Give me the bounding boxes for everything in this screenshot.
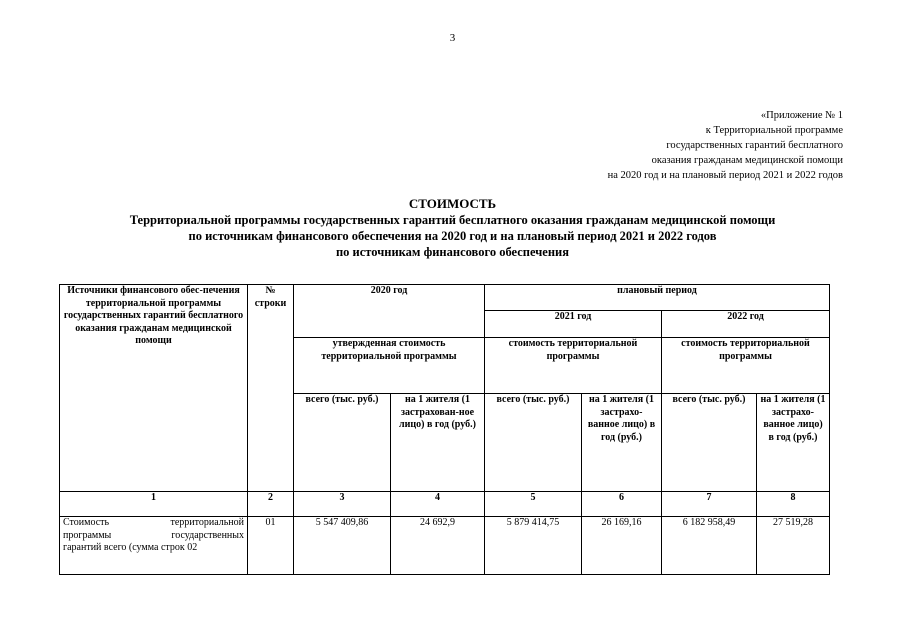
header-cost-2022: стоимость территориальной программы [662,338,830,394]
appendix-line: на 2020 год и на плановый период 2021 и 2022 годов [607,170,843,181]
column-number: 3 [294,492,391,517]
header-year-2022: 2022 год [662,311,830,338]
title-line: по источникам финансового обеспечения на 2020 год и на плановый период 2021 и 2022 годов [188,229,717,243]
cell-total-2022: 6 182 958,49 [662,517,757,575]
document-title [40,196,865,260]
row-name-line: Стоимость территориальной [63,517,244,528]
title-line: по источникам финансового обеспечения [335,245,570,259]
cell-total-2020: 5 547 409,86 [294,517,391,575]
header-total-2020: всего (тыс. руб.) [294,394,391,492]
row-name-line: программы государственных [63,529,244,541]
column-number: 5 [485,492,582,517]
column-number: 4 [391,492,485,517]
column-number: 6 [582,492,662,517]
cell-total-2021: 5 879 414,75 [485,517,582,575]
header-total-2021: всего (тыс. руб.) [485,394,582,492]
header-per-resident-2020: на 1 жителя (1 застрахован-ное лицо) в год (руб.) [391,394,485,492]
header-per-resident-2022: на 1 жителя (1 застрахо-ванное лицо) в год (руб.) [757,394,830,492]
cost-table [59,284,830,575]
column-number: 7 [662,492,757,517]
appendix-line: «Приложение № 1 [760,110,843,121]
row-name-line: гарантий всего (сумма строк 02 [63,542,198,553]
row-name [60,517,248,575]
header-sources: Источники финансового обес-печения территориальной программы государственных гарантий бесплатного оказания гражданам медицинской помощи [60,285,248,492]
header-per-resident-2021: на 1 жителя (1 застрахо-ванное лицо) в год (руб.) [582,394,662,492]
header-planned-period: плановый период [485,285,830,311]
column-number: 8 [757,492,830,517]
header-cost-2021: стоимость территориальной программы [485,338,662,394]
header-approved-cost: утвержденная стоимость территориальной программы [294,338,485,394]
table-row [60,517,830,575]
cell-per-resident-2021: 26 169,16 [582,517,662,575]
appendix-reference [608,108,843,183]
column-number: 2 [248,492,294,517]
cell-per-resident-2022: 27 519,28 [757,517,830,575]
appendix-line: государственных гарантий бесплатного [666,140,843,151]
row-number: 01 [248,517,294,575]
header-row-number: № строки [248,285,294,492]
appendix-line: оказания гражданам медицинской помощи [651,155,843,166]
cell-per-resident-2020: 24 692,9 [391,517,485,575]
header-total-2022: всего (тыс. руб.) [662,394,757,492]
appendix-line: к Территориальной программе [705,125,843,136]
header-year-2020: 2020 год [294,285,485,338]
title-line: Территориальной программы государственных гарантий бесплатного оказания гражданам медицинской помощи [129,213,776,227]
column-number: 1 [60,492,248,517]
page-number: 3 [449,32,456,44]
header-year-2021: 2021 год [485,311,662,338]
title-main: СТОИМОСТЬ [408,196,497,211]
